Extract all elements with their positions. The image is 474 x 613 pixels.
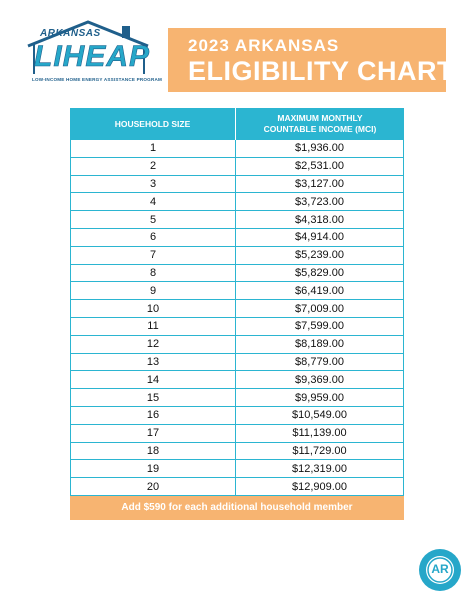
logo-brand-text: LIHEAP (34, 40, 151, 73)
income-cell: $1,936.00 (295, 142, 344, 155)
header-max-income-line2: COUNTABLE INCOME (MCI) (263, 124, 377, 134)
household-size-cell: 1 (71, 140, 236, 157)
title-year-state: 2023 ARKANSAS (188, 36, 340, 55)
income-cell: $10,549.00 (291, 409, 348, 422)
table-row (71, 282, 403, 300)
table-row (71, 336, 403, 354)
income-cell: $6,419.00 (295, 284, 344, 297)
arkansas-seal-icon (418, 548, 462, 592)
page-title: ELIGIBILITY CHART (188, 56, 455, 86)
liheap-logo (26, 20, 163, 92)
household-size-cell: 12 (71, 336, 236, 353)
header-household-size: HOUSEHOLD SIZE (70, 108, 236, 140)
household-size-cell: 9 (71, 282, 236, 299)
income-cell: $7,009.00 (295, 302, 344, 315)
table-body (70, 140, 404, 496)
household-size-cell: 4 (71, 193, 236, 210)
household-size-cell: 10 (71, 300, 236, 317)
income-cell: $8,189.00 (295, 338, 344, 351)
seal-text: AR (431, 562, 449, 576)
table-row (71, 140, 403, 158)
eligibility-table (70, 108, 404, 520)
table-row (71, 211, 403, 229)
household-size-cell: 18 (71, 443, 236, 460)
table-row (71, 389, 403, 407)
household-size-cell: 15 (71, 389, 236, 406)
title-banner (168, 28, 455, 92)
income-cell: $2,531.00 (295, 160, 344, 173)
header-max-income-line1: MAXIMUM MONTHLY (277, 113, 363, 123)
household-size-cell: 8 (71, 265, 236, 282)
household-size-cell: 6 (71, 229, 236, 246)
household-size-cell: 13 (71, 354, 236, 371)
table-row (71, 354, 403, 372)
income-cell: $3,127.00 (295, 177, 344, 190)
table-row (71, 460, 403, 478)
table-header (70, 108, 404, 140)
table-row (71, 371, 403, 389)
table-row (71, 300, 403, 318)
income-cell: $12,909.00 (291, 480, 348, 493)
income-cell: $4,914.00 (295, 231, 344, 244)
income-cell: $3,723.00 (295, 195, 344, 208)
household-size-cell: 2 (71, 158, 236, 175)
household-size-cell: 20 (71, 478, 236, 495)
household-size-cell: 5 (71, 211, 236, 228)
income-cell: $9,369.00 (295, 373, 344, 386)
income-cell: $12,319.00 (291, 462, 348, 475)
table-row (71, 425, 403, 443)
additional-member-note: Add $590 for each additional household member (70, 496, 404, 520)
income-cell: $11,139.00 (292, 427, 347, 440)
logo-state-text: ARKANSAS (40, 28, 101, 39)
table-row (71, 265, 403, 283)
income-cell: $11,729.00 (292, 444, 347, 457)
table-row (71, 193, 403, 211)
table-row (71, 318, 403, 336)
income-cell: $8,779.00 (295, 355, 344, 368)
table-row (71, 443, 403, 461)
income-cell: $4,318.00 (295, 213, 344, 226)
table-row (71, 247, 403, 265)
household-size-cell: 17 (71, 425, 236, 442)
table-row (71, 158, 403, 176)
household-size-cell: 14 (71, 371, 236, 388)
income-cell: $9,959.00 (295, 391, 344, 404)
table-row (71, 478, 403, 496)
household-size-cell: 16 (71, 407, 236, 424)
income-cell: $7,599.00 (295, 320, 344, 333)
household-size-cell: 3 (71, 176, 236, 193)
household-size-cell: 19 (71, 460, 236, 477)
household-size-cell: 11 (71, 318, 236, 335)
table-row (71, 229, 403, 247)
header-max-income (236, 108, 404, 140)
income-cell: $5,239.00 (295, 249, 344, 262)
table-row (71, 407, 403, 425)
table-row (71, 176, 403, 194)
income-cell: $5,829.00 (295, 266, 344, 279)
logo-tagline: LOW-INCOME HOME ENERGY ASSISTANCE PROGRAM (32, 77, 163, 82)
household-size-cell: 7 (71, 247, 236, 264)
